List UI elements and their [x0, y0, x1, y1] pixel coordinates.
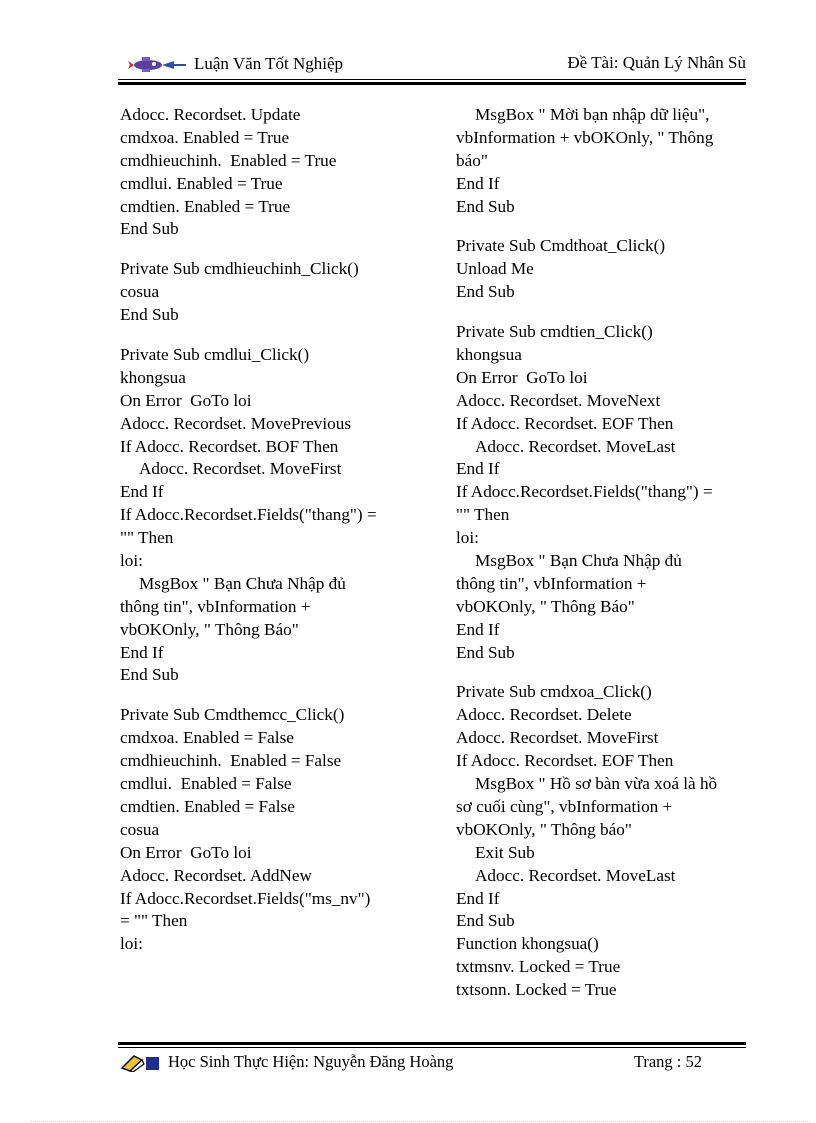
paragraph-gap	[120, 687, 420, 704]
header-thesis-label: Luận Văn Tốt Nghiệp	[194, 54, 344, 73]
code-line: End Sub	[120, 305, 179, 325]
code-line: If Adocc. Recordset. EOF Then	[456, 751, 674, 771]
code-line: = "" Then	[120, 911, 188, 931]
paragraph-gap	[456, 304, 756, 321]
code-line: cmdxoa. Enabled = False	[120, 728, 294, 748]
header-rule	[118, 79, 746, 80]
code-line: Adocc. Recordset. MoveFirst	[139, 459, 342, 479]
footer-rule	[118, 1047, 746, 1048]
code-line: Adocc. Recordset. MoveLast	[475, 436, 676, 456]
code-line: Adocc. Recordset. Delete	[456, 705, 632, 725]
code-line: Adocc. Recordset. AddNew	[120, 865, 312, 885]
code-line: Adocc. Recordset. MovePrevious	[120, 413, 352, 433]
code-line: cmdtien. Enabled = False	[120, 796, 295, 816]
code-line: Private Sub cmdxoa_Click()	[456, 682, 652, 702]
header-topic-title: Đề Tài: Quản Lý Nhân Sù	[567, 53, 746, 72]
code-line: thông tin", vbInformation +	[456, 573, 647, 593]
code-line: End If	[120, 482, 164, 502]
code-line: If Adocc.Recordset.Fields("ms_nv")	[120, 888, 371, 908]
code-line: End Sub	[120, 665, 179, 685]
code-line: End Sub	[456, 282, 515, 302]
code-line: cmdlui. Enabled = True	[120, 173, 283, 193]
code-line: Exit Sub	[475, 842, 535, 862]
code-line: thông tin", vbInformation +	[120, 596, 311, 616]
code-line: vbOKOnly, " Thông Báo"	[120, 619, 299, 639]
code-line: MsgBox " Hồ sơ bàn vừa xoá là hồ	[475, 774, 718, 794]
code-line: khongsua	[120, 367, 186, 387]
code-line: End If	[456, 888, 500, 908]
code-line: MsgBox " Bạn Chưa Nhập đủ	[475, 551, 682, 571]
code-line: loi:	[120, 551, 143, 571]
paragraph-gap	[120, 327, 420, 344]
paragraph-gap	[456, 664, 756, 681]
code-line: Private Sub cmdlui_Click()	[120, 345, 310, 365]
code-line: cosua	[120, 819, 160, 839]
code-line: txtsonn. Locked = True	[456, 980, 617, 1000]
code-line: Function khongsua()	[456, 934, 599, 954]
code-line: If Adocc. Recordset. EOF Then	[456, 413, 674, 433]
code-line: If Adocc. Recordset. BOF Then	[120, 436, 339, 456]
code-line: cmdtien. Enabled = True	[120, 196, 291, 216]
code-line: If Adocc.Recordset.Fields("thang") =	[456, 482, 713, 502]
code-line: End If	[120, 642, 164, 662]
code-column-right	[456, 104, 756, 1002]
page-header	[118, 50, 746, 78]
code-line: Adocc. Recordset. MoveFirst	[456, 728, 659, 748]
code-column-left	[120, 104, 420, 956]
code-line: Adocc. Recordset. Update	[120, 105, 301, 124]
book-icon	[120, 1052, 160, 1072]
code-line: Adocc. Recordset. MoveLast	[475, 865, 676, 885]
code-line: End If	[456, 173, 500, 193]
code-line: End If	[456, 459, 500, 479]
code-line: Adocc. Recordset. MoveNext	[456, 390, 661, 410]
code-line: cmdhieuchinh. Enabled = True	[120, 150, 337, 170]
code-line: báo"	[456, 150, 488, 170]
code-line: vbInformation + vbOKOnly, " Thông	[456, 127, 714, 147]
paragraph-gap	[456, 218, 756, 235]
footer-page-number: Trang : 52	[633, 1052, 702, 1071]
code-line: "" Then	[456, 505, 510, 525]
header-rule-thick	[118, 82, 746, 85]
code-line: MsgBox " Mời bạn nhập dữ liệu",	[475, 105, 710, 124]
code-line: Private Sub cmdtien_Click()	[456, 322, 653, 342]
page-footer	[118, 1050, 746, 1076]
code-line: End Sub	[456, 196, 515, 216]
code-line: sơ cuối cùng", vbInformation +	[456, 796, 673, 816]
code-line: Private Sub cmdhieuchinh_Click()	[120, 259, 359, 279]
footer-student-name: Học Sinh Thực Hiện: Nguyễn Đăng Hoàng	[168, 1052, 454, 1071]
code-line: On Error GoTo loi	[120, 390, 252, 410]
footer-left	[120, 1052, 453, 1072]
code-line: End If	[456, 619, 500, 639]
code-line: vbOKOnly, " Thông báo"	[456, 819, 632, 839]
code-line: loi:	[456, 528, 479, 548]
code-line: khongsua	[456, 345, 522, 365]
code-line: "" Then	[120, 528, 174, 548]
code-line: Private Sub Cmdthemcc_Click()	[120, 705, 345, 725]
code-line: If Adocc.Recordset.Fields("thang") =	[120, 505, 377, 525]
footer-rule-thick	[118, 1042, 746, 1045]
header-left	[128, 53, 343, 75]
code-line: txtmsnv. Locked = True	[456, 957, 621, 977]
code-line: cmdxoa. Enabled = True	[120, 127, 290, 147]
code-line: On Error GoTo loi	[456, 367, 588, 387]
code-line: loi:	[120, 934, 143, 954]
code-line: End Sub	[120, 219, 179, 239]
code-line: vbOKOnly, " Thông Báo"	[456, 596, 635, 616]
paragraph-gap	[120, 241, 420, 258]
code-line: End Sub	[456, 911, 515, 931]
code-line: cmdlui. Enabled = False	[120, 774, 292, 794]
code-line: MsgBox " Bạn Chưa Nhập đủ	[139, 573, 346, 593]
code-line: Unload Me	[456, 259, 534, 279]
rocket-icon	[128, 53, 188, 75]
code-line: Private Sub Cmdthoat_Click()	[456, 236, 666, 256]
code-line: cmdhieuchinh. Enabled = False	[120, 751, 342, 771]
code-line: End Sub	[456, 642, 515, 662]
code-line: cosua	[120, 282, 160, 302]
code-line: On Error GoTo loi	[120, 842, 252, 862]
